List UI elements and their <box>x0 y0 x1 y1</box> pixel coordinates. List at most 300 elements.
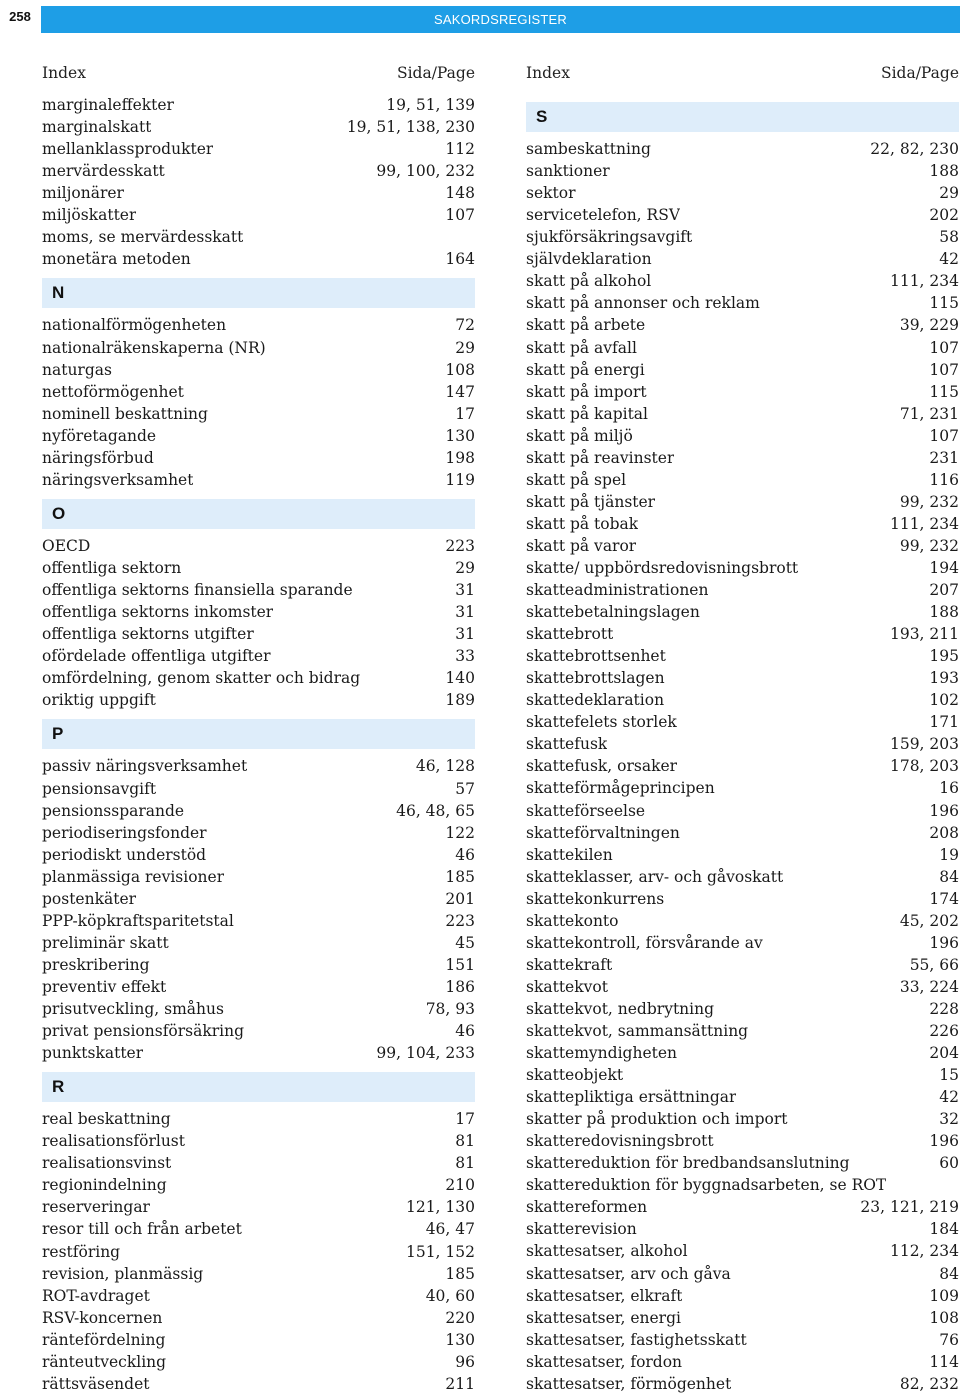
index-entry <box>42 204 475 226</box>
page-references: 228 <box>929 999 959 1018</box>
page-references: 84 <box>939 1264 959 1283</box>
page-references: 99, 232 <box>899 536 959 555</box>
index-term: skattedeklaration <box>526 691 665 710</box>
section-letter: O <box>42 499 475 529</box>
page-references: 115 <box>929 382 959 401</box>
page-references <box>467 226 475 248</box>
page-references <box>951 1174 959 1196</box>
index-term: räntefördelning <box>42 1330 166 1349</box>
index-entry <box>526 623 959 645</box>
index-entry <box>526 314 959 336</box>
index-entry <box>526 204 959 226</box>
index-term: rättsväsendet <box>42 1374 150 1393</box>
letter-section-row <box>42 1064 475 1108</box>
index-term: skatteredovisningsbrott <box>526 1132 714 1151</box>
index-term: skatt på kapital <box>526 404 649 423</box>
index-entry <box>526 270 959 292</box>
index-term: skattekonkurrens <box>526 889 665 908</box>
index-entry <box>526 1285 959 1307</box>
index-term: marginaleffekter <box>42 96 174 114</box>
index-entry <box>526 1174 959 1196</box>
page-references: 208 <box>929 823 959 842</box>
index-term: OECD <box>42 536 91 555</box>
index-term: pensionssparande <box>42 801 185 820</box>
index-term: skatteklasser, arv- och gåvoskatt <box>526 867 784 886</box>
index-term: revision, planmässig <box>42 1264 204 1283</box>
index-term: sektor <box>526 184 576 203</box>
letter-section-row <box>526 94 959 138</box>
index-entry <box>526 1086 959 1108</box>
page-references: 147 <box>445 382 475 401</box>
index-entry <box>42 1263 475 1285</box>
index-entry <box>42 932 475 954</box>
index-term: skattebrottslagen <box>526 669 665 688</box>
page-references: 107 <box>445 206 475 225</box>
entry-list <box>526 94 959 1395</box>
page-references: 130 <box>445 426 475 445</box>
index-term: näringsverksamhet <box>42 470 194 489</box>
index-term: offentliga sektorns inkomster <box>42 603 274 622</box>
letter-section-row <box>42 491 475 535</box>
index-entry <box>526 932 959 954</box>
index-entry <box>42 160 475 182</box>
index-entry <box>42 800 475 822</box>
index-term: nettoförmögenhet <box>42 382 184 401</box>
index-term: RSV-koncernen <box>42 1308 163 1327</box>
index-entry <box>42 182 475 204</box>
index-term: skattebrott <box>526 625 614 644</box>
index-entry <box>526 711 959 733</box>
page-references: 29 <box>455 338 475 357</box>
page-references: 15 <box>939 1066 959 1085</box>
page-references: 194 <box>929 559 959 577</box>
index-term: realisationsförlust <box>42 1132 185 1151</box>
index-entry <box>42 226 475 248</box>
index-term: skattekontroll, försvårande av <box>526 933 763 952</box>
index-entry <box>42 645 475 667</box>
index-term: reserveringar <box>42 1198 150 1217</box>
index-entry <box>42 1108 475 1130</box>
index-entry <box>42 314 475 336</box>
index-entry <box>526 1240 959 1262</box>
page-references: 19, 51, 139 <box>386 96 475 114</box>
index-entry <box>526 248 959 270</box>
index-term: offentliga sektorns finansiella sparande <box>42 581 353 600</box>
index-entry <box>526 1263 959 1285</box>
index-entry <box>526 579 959 601</box>
page-references: 207 <box>929 581 959 600</box>
index-term: oriktig uppgift <box>42 691 156 710</box>
page-references: 32 <box>939 1110 959 1129</box>
index-entry <box>526 425 959 447</box>
index-term: skattebrottsenhet <box>526 647 666 666</box>
page-references: 198 <box>445 448 475 467</box>
index-entry <box>526 1152 959 1174</box>
column-header-pages: Sida/Page <box>396 64 475 82</box>
index-term: skatteförvaltningen <box>526 823 680 842</box>
index-term: offentliga sektorns utgifter <box>42 625 254 644</box>
page-references: 31 <box>455 625 475 644</box>
page-references: 45 <box>455 933 475 952</box>
index-entry <box>526 138 959 160</box>
page-references: 119 <box>445 470 475 489</box>
index-term: preskribering <box>42 955 150 974</box>
column-header-pages: Sida/Page <box>880 64 959 82</box>
index-entry <box>42 138 475 160</box>
index-entry <box>42 1307 475 1329</box>
index-term: skatt på varor <box>526 536 637 555</box>
index-entry <box>526 513 959 535</box>
index-term: restföring <box>42 1242 121 1261</box>
page-references: 171 <box>929 713 959 732</box>
page-references: 111, 234 <box>889 514 959 533</box>
index-term: skattebetalningslagen <box>526 603 700 622</box>
column-header <box>526 62 959 84</box>
index-term: skattesatser, elkraft <box>526 1286 683 1305</box>
page-references: 107 <box>929 338 959 357</box>
index-entry <box>526 755 959 777</box>
index-term: servicetelefon, RSV <box>526 206 681 225</box>
index-entry <box>526 1329 959 1351</box>
index-term: miljonärer <box>42 184 124 203</box>
index-term: skattesatser, energi <box>526 1308 681 1327</box>
index-entry <box>526 337 959 359</box>
page-references: 116 <box>929 470 959 489</box>
index-entry <box>526 447 959 469</box>
index-term: preventiv effekt <box>42 977 167 996</box>
page-references: 76 <box>939 1330 959 1349</box>
index-entry <box>526 1196 959 1218</box>
index-term: skatte/ uppbördsredovisningsbrott <box>526 559 799 577</box>
page-references: 29 <box>455 559 475 578</box>
index-term: skattekraft <box>526 955 613 974</box>
index-term: skattesatser, fastighetsskatt <box>526 1330 747 1349</box>
index-entry <box>42 954 475 976</box>
index-term: resor till och från arbetet <box>42 1220 242 1239</box>
running-header: SAKORDSREGISTER <box>41 6 960 33</box>
page-references: 107 <box>929 426 959 445</box>
index-term: prisutveckling, småhus <box>42 999 224 1018</box>
index-term: sanktioner <box>526 162 610 181</box>
page-references: 22, 82, 230 <box>870 140 959 159</box>
page-references: 107 <box>929 360 959 379</box>
index-term: skattereformen <box>526 1198 648 1217</box>
page-references: 72 <box>455 316 475 335</box>
page-references: 99, 100, 232 <box>376 162 475 181</box>
index-term: skattefelets storlek <box>526 713 677 732</box>
index-term: skattesatser, alkohol <box>526 1242 688 1261</box>
index-term: skatt på energi <box>526 360 645 379</box>
index-entry <box>42 1373 475 1395</box>
index-term: passiv näringsverksamhet <box>42 757 248 776</box>
index-entry <box>42 1042 475 1064</box>
index-term: skatteadministrationen <box>526 581 709 600</box>
index-term: skattesatser, fordon <box>526 1352 683 1371</box>
page-references: 31 <box>455 581 475 600</box>
page-references: 23, 121, 219 <box>860 1198 959 1217</box>
index-entry <box>526 1042 959 1064</box>
index-entry <box>526 733 959 755</box>
page-references: 99, 232 <box>899 492 959 511</box>
page-references: 46 <box>455 845 475 864</box>
index-entry <box>42 667 475 689</box>
index-entry <box>42 1152 475 1174</box>
page-references: 16 <box>939 779 959 798</box>
page-references: 184 <box>929 1220 959 1239</box>
page-references: 178, 203 <box>889 757 959 776</box>
page-references: 17 <box>455 1110 475 1129</box>
page-references: 210 <box>445 1176 475 1195</box>
page-references: 174 <box>929 889 959 908</box>
index-entry <box>526 844 959 866</box>
page-references: 196 <box>929 933 959 952</box>
index-entry <box>42 1351 475 1373</box>
page-references: 202 <box>929 206 959 225</box>
index-entry <box>526 1108 959 1130</box>
index-term: skatt på spel <box>526 470 627 489</box>
index-entry <box>526 491 959 513</box>
index-entry <box>526 1130 959 1152</box>
page-references: 223 <box>445 911 475 930</box>
column-header-index: Index <box>526 64 570 82</box>
entry-list <box>42 94 475 1395</box>
index-term: nyföretagande <box>42 426 157 445</box>
page-references: 226 <box>929 1021 959 1040</box>
page-references: 78, 93 <box>425 999 475 1018</box>
index-column-left <box>42 62 475 1395</box>
column-header-index: Index <box>42 64 86 82</box>
page-references: 81 <box>455 1132 475 1151</box>
page-references: 81 <box>455 1154 475 1173</box>
page-references: 130 <box>445 1330 475 1349</box>
index-entry <box>526 1064 959 1086</box>
page-references: 148 <box>445 184 475 203</box>
page-references: 96 <box>455 1352 475 1371</box>
index-entry <box>42 1196 475 1218</box>
index-entry <box>42 116 475 138</box>
index-entry <box>526 1373 959 1395</box>
index-entry <box>526 645 959 667</box>
index-term: skattereduktion för bredbandsanslutning <box>526 1154 850 1173</box>
index-term: preliminär skatt <box>42 933 169 952</box>
index-entry <box>42 94 475 116</box>
page-references: 193 <box>929 669 959 688</box>
index-term: planmässiga revisioner <box>42 867 225 886</box>
index-term: skatt på reavinster <box>526 448 675 467</box>
page-references: 223 <box>445 536 475 555</box>
page-references: 122 <box>445 823 475 842</box>
page-references: 188 <box>929 162 959 181</box>
page-references: 33, 224 <box>899 977 959 996</box>
index-term: skatt på alkohol <box>526 272 652 291</box>
page-references: 201 <box>445 889 475 908</box>
index-term: skattekvot <box>526 977 608 996</box>
index-entry <box>526 667 959 689</box>
index-entry <box>42 1329 475 1351</box>
index-entry <box>42 1241 475 1263</box>
page-references: 58 <box>939 228 959 247</box>
section-letter: N <box>42 278 475 308</box>
page-references: 29 <box>939 184 959 203</box>
index-entry <box>526 292 959 314</box>
column-header <box>42 62 475 84</box>
index-entry <box>526 976 959 998</box>
index-term: mellanklassprodukter <box>42 140 214 159</box>
index-term: skattekvot, nedbrytning <box>526 999 715 1018</box>
index-entry <box>42 601 475 623</box>
index-entry <box>42 425 475 447</box>
page-references: 164 <box>445 250 475 269</box>
page-references: 82, 232 <box>899 1374 959 1393</box>
index-entry <box>526 403 959 425</box>
index-entry <box>526 777 959 799</box>
index-term: offentliga sektorn <box>42 559 182 578</box>
page-references: 151 <box>445 955 475 974</box>
page-references: 108 <box>445 360 475 379</box>
index-entry <box>526 535 959 557</box>
page-references: 211 <box>445 1374 475 1393</box>
index-term: skattekonto <box>526 911 619 930</box>
page-references: 159, 203 <box>889 735 959 754</box>
index-term: nationalförmögenheten <box>42 316 227 335</box>
index-term: skattepliktiga ersättningar <box>526 1088 737 1107</box>
index-entry <box>42 1174 475 1196</box>
index-entry <box>526 910 959 932</box>
index-entry <box>526 1218 959 1240</box>
index-entry <box>42 755 475 777</box>
index-term: skatter på produktion och import <box>526 1110 788 1129</box>
index-entry <box>42 248 475 270</box>
index-term: punktskatter <box>42 1044 144 1063</box>
index-entry <box>42 844 475 866</box>
index-entry <box>42 910 475 932</box>
index-entry <box>526 998 959 1020</box>
page-references: 112, 234 <box>889 1242 959 1261</box>
index-entry <box>526 954 959 976</box>
index-entry <box>42 623 475 645</box>
index-entry <box>42 822 475 844</box>
page-references: 46, 128 <box>415 757 475 776</box>
index-entry <box>42 866 475 888</box>
page-references: 45, 202 <box>899 911 959 930</box>
page-references: 71, 231 <box>899 404 959 423</box>
index-term: skatterevision <box>526 1220 637 1239</box>
index-entry <box>42 1285 475 1307</box>
section-letter: R <box>42 1072 475 1102</box>
page-references: 17 <box>455 404 475 423</box>
index-entry <box>42 998 475 1020</box>
index-term: skattefusk, orsaker <box>526 757 678 776</box>
page-references: 196 <box>929 801 959 820</box>
index-entry <box>526 888 959 910</box>
index-entry <box>42 557 475 579</box>
index-entry <box>526 822 959 844</box>
index-entry <box>526 557 959 579</box>
index-term: monetära metoden <box>42 250 191 269</box>
index-term: sjukförsäkringsavgift <box>526 228 693 247</box>
page-references: 99, 104, 233 <box>376 1044 475 1063</box>
index-term: PPP-köpkraftsparitetstal <box>42 911 234 930</box>
index-term: självdeklaration <box>526 250 652 269</box>
index-term: mervärdesskatt <box>42 162 165 181</box>
page-references: 193, 211 <box>889 625 959 644</box>
index-entry <box>42 337 475 359</box>
page-references: 108 <box>929 1308 959 1327</box>
index-term: postenkäter <box>42 889 137 908</box>
letter-section-row <box>42 711 475 755</box>
index-term: periodiskt understöd <box>42 845 207 864</box>
index-entry <box>42 1218 475 1240</box>
page-references: 39, 229 <box>899 316 959 335</box>
page-references: 115 <box>929 294 959 313</box>
index-entry <box>526 469 959 491</box>
index-term: skattesatser, arv och gåva <box>526 1264 731 1283</box>
index-entry <box>42 888 475 910</box>
index-entry <box>526 601 959 623</box>
page-references: 189 <box>445 691 475 710</box>
index-term: miljöskatter <box>42 206 137 225</box>
index-entry <box>526 160 959 182</box>
page-references: 186 <box>445 977 475 996</box>
page-references: 121, 130 <box>405 1198 475 1217</box>
index-entry <box>42 778 475 800</box>
page-references: 57 <box>455 779 475 798</box>
index-entry <box>42 469 475 491</box>
page-references: 19 <box>939 845 959 864</box>
page-references: 196 <box>929 1132 959 1151</box>
page-references: 46, 47 <box>425 1220 475 1239</box>
index-column-right <box>526 62 959 1395</box>
page-references: 102 <box>929 691 959 710</box>
index-term: periodiseringsfonder <box>42 823 207 842</box>
page-references: 231 <box>929 448 959 467</box>
index-term: privat pensionsförsäkring <box>42 1022 245 1041</box>
index-term: realisationsvinst <box>42 1154 172 1173</box>
index-entry <box>42 535 475 557</box>
index-entry <box>526 1307 959 1329</box>
index-entry <box>42 1020 475 1042</box>
index-term: skatt på tjänster <box>526 492 656 511</box>
index-term: ofördelade offentliga utgifter <box>42 647 271 666</box>
page-references: 112 <box>445 140 475 159</box>
index-term: skattekilen <box>526 845 613 864</box>
index-term: skattefusk <box>526 735 608 754</box>
page-references: 60 <box>939 1154 959 1173</box>
index-entry <box>42 689 475 711</box>
page-references: 84 <box>939 867 959 886</box>
index-term: naturgas <box>42 360 112 379</box>
page-references: 46, 48, 65 <box>396 801 475 820</box>
index-entry <box>526 381 959 403</box>
index-entry <box>526 800 959 822</box>
page-references: 19, 51, 138, 230 <box>346 118 475 137</box>
page-references: 185 <box>445 867 475 886</box>
page-references: 188 <box>929 603 959 622</box>
index-term: skatt på arbete <box>526 316 646 335</box>
page-references: 46 <box>455 1022 475 1041</box>
index-entry <box>526 226 959 248</box>
page-references: 42 <box>939 1088 959 1107</box>
index-term: real beskattning <box>42 1110 171 1129</box>
index-entry <box>526 1020 959 1042</box>
index-term: skatt på miljö <box>526 426 633 445</box>
index-term: pensionsavgift <box>42 779 157 798</box>
index-term: näringsförbud <box>42 448 154 467</box>
index-entry <box>42 403 475 425</box>
index-entry <box>42 976 475 998</box>
index-term: regionindelning <box>42 1176 167 1195</box>
section-letter: P <box>42 719 475 749</box>
